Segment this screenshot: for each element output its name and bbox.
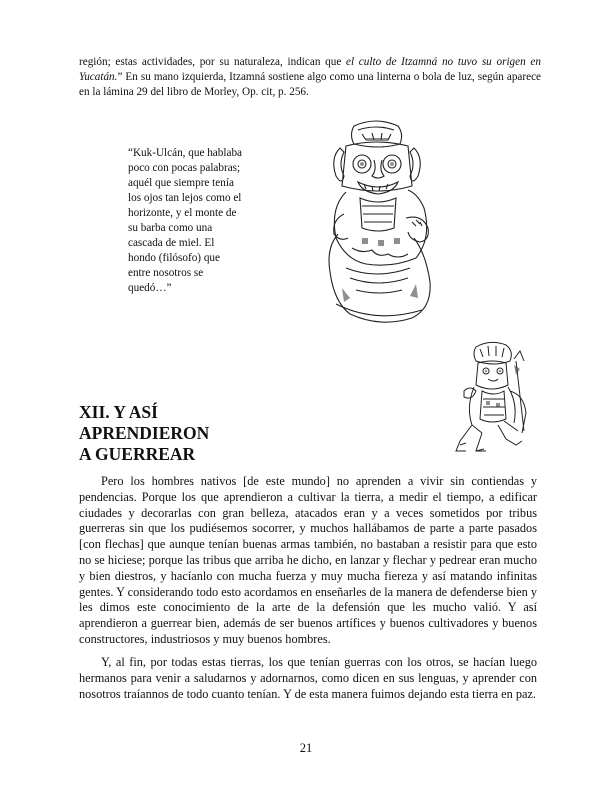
quote-line: su barba como una xyxy=(128,222,213,234)
continuation-italic-text: el culto de Itzamná no tuvo su origen en Yucatán. xyxy=(79,56,541,83)
quote-line: hondo (filósofo) que xyxy=(128,252,220,264)
continuation-text-a: región; estas actividades, por su naturaleza, indican que xyxy=(79,56,347,68)
quote-line: quedó…” xyxy=(128,282,172,294)
body-paragraph: Pero los hombres nativos [de este mundo] no aprenden a vivir sin contiendas y pendencias. Porque los que aprendieron a cultivar la tierra, a medir el tiempo, a edificar ciudades y decorarlas con gran belleza, atacados eran y a veces sometidos por tribus guerreras sin que los pudiésemos socorrer, y muchos hallábamos de parte a parte pasados [con flechas] que aunque tenían buenas armas también, no bastaban a resistir para que esto no se hiciese; porque las tribus que arriba he dicho, en lanzar y flechar y pedrear eran mucho y bien diestros, y hacíanlo con mucha fuerza y muy mucha fiereza y así matando infinitas gentes. Y considerando todo esto acordamos en enseñarles de la manera de defenderse bien y les dimos este conocimiento de la arte de la defensión que les mucho valió. Y así aprendieron a guerrear bien, además de ser buenos artífices y buenos cultivadores y buenos constructores, industriosos y muy buenos hombres. xyxy=(79,474,537,646)
continuation-text-b: ” En su mano izquierda, Itzamná sostiene algo como una linterna o bola de luz, según aparece en la lámina 29 del libro de Morley, Op. cit, p. 256. xyxy=(79,71,541,98)
continuation-paragraph xyxy=(79,55,541,100)
heading-line: APRENDIERON xyxy=(79,423,210,443)
quote-line: cascada de miel. El xyxy=(128,237,215,249)
heading-line: A GUERREAR xyxy=(79,444,196,464)
page-number: 21 xyxy=(299,741,313,755)
quote-line: los ojos tan lejos como el xyxy=(128,192,242,204)
epigraph-quote xyxy=(128,146,278,296)
quote-line: aquél que siempre tenía xyxy=(128,177,234,189)
crouching-warrior-figure-illustration xyxy=(452,341,534,457)
seated-deity-figure-illustration xyxy=(316,118,441,331)
heading-line: XII. Y ASÍ xyxy=(79,402,158,422)
quote-line: “Kuk-Ulcán, que hablaba xyxy=(128,147,242,159)
quote-line: horizonte, y el monte de xyxy=(128,207,237,219)
quote-line: poco con pocas palabras; xyxy=(128,162,241,174)
quote-line: entre nosotros se xyxy=(128,267,204,279)
section-heading xyxy=(79,402,209,465)
body-paragraph: Y, al fin, por todas estas tierras, los que tenían guerras con los otros, se hacían luego hermanos para venir a saludarnos y adornarnos, como dicen en sus lenguas, y aprender con nosotros traíannos de todo cuanto tenían. Y de esta manera fuimos dejando esta tierra en paz. xyxy=(79,655,537,701)
